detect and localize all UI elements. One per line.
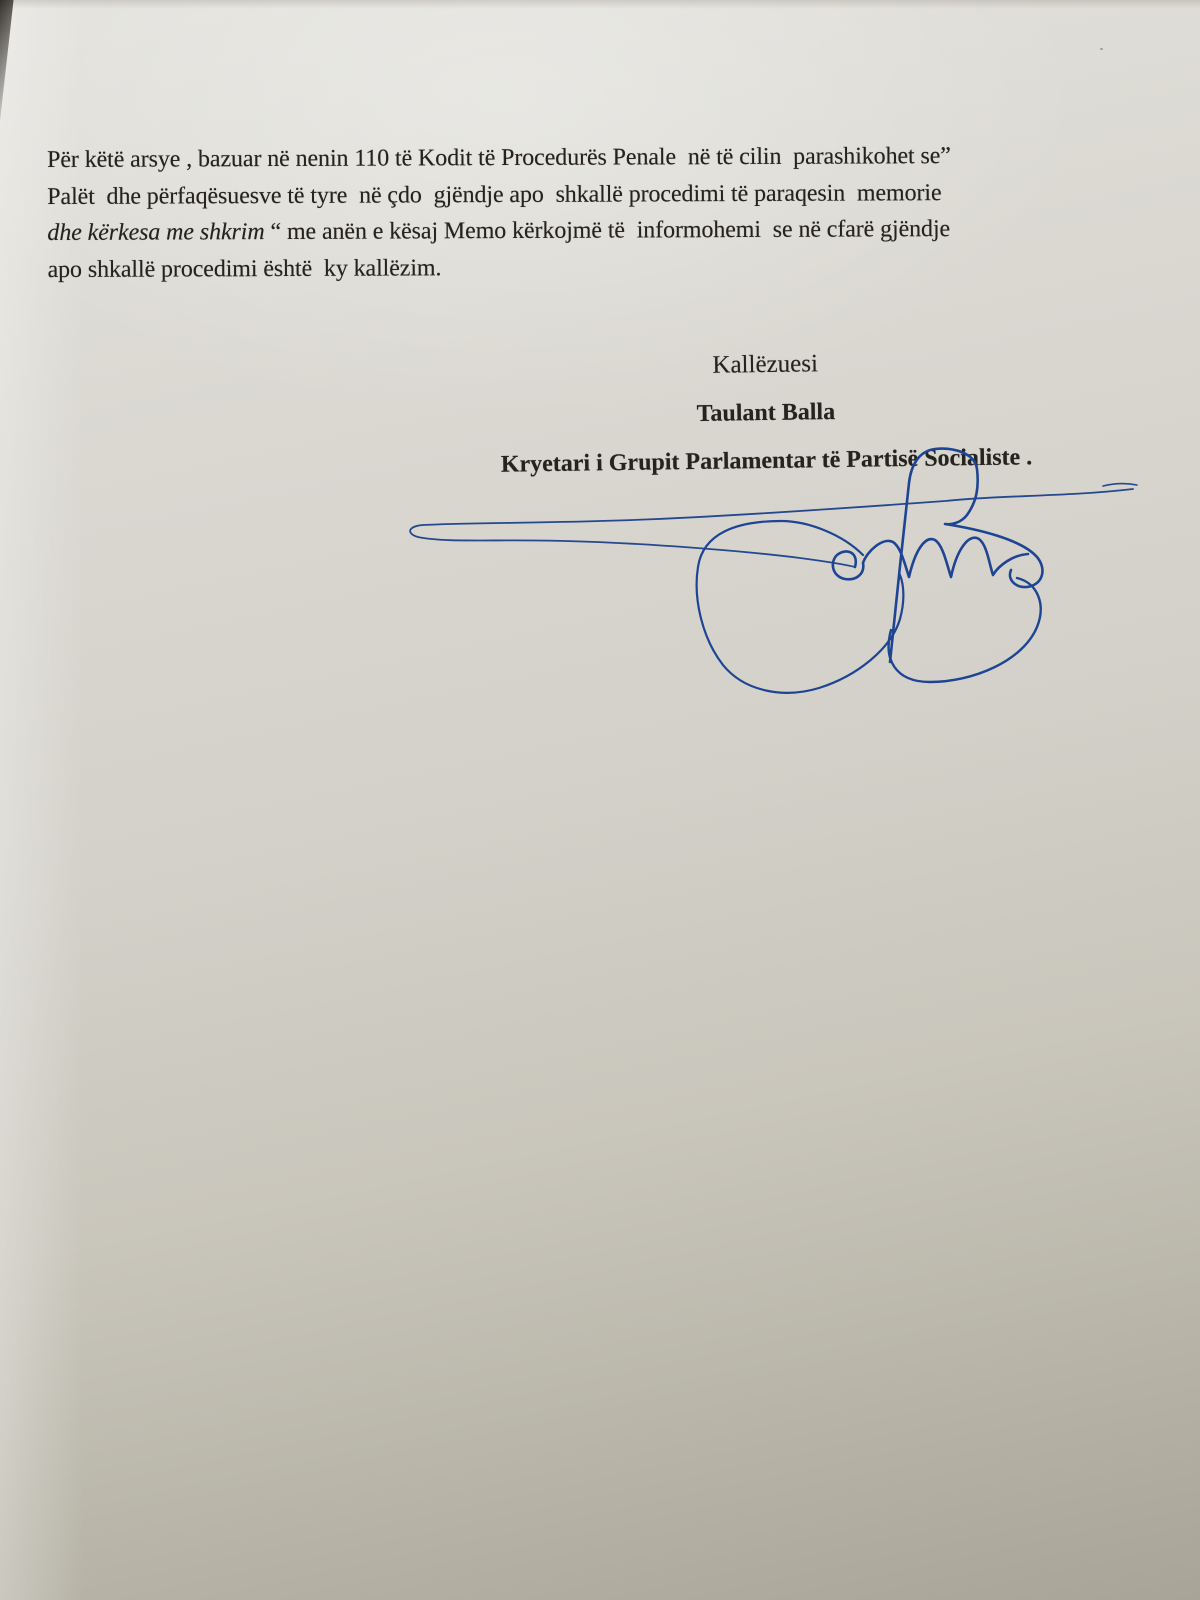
paragraph-line-4: apo shkallë procedimi është ky kallëzim. [47,254,442,283]
paragraph-line-3-quoted: dhe kërkesa me shkrim [47,219,271,246]
signature-stroke-script [833,538,1028,580]
handwritten-signature [385,435,1155,715]
paragraph-line-3 [47,210,1127,251]
paper-top-edge-shadow [0,0,1200,9]
paragraph-line-3-rest: “ me anën e kësaj Memo kërkojmë të informohemi se në cfarë gjëndje [270,216,951,246]
body-paragraph [47,137,1128,288]
signatory-label: Kallëzuesi [712,350,819,379]
page-corner-shadow [0,0,26,146]
signature-stroke-pen-skip [1103,484,1137,486]
paragraph-line-1: Për këtë arsye , bazuar në nenin 110 të Kodit të Procedurës Penale në të cilin parashikohet se” [47,143,951,173]
signatory-name: Taulant Balla [696,399,836,427]
signatory-title: Kryetari i Grupit Parlamentar të Partisë Socialiste . [500,444,1033,478]
signature-stroke-left-oval [697,521,904,693]
signature-stroke-right-loop [889,578,1041,682]
paragraph-line-2: Palët dhe përfaqësuesve të tyre në çdo gjëndje apo shkallë procedimi të paraqesin memorie [47,179,942,210]
dust-speck [1100,48,1103,50]
